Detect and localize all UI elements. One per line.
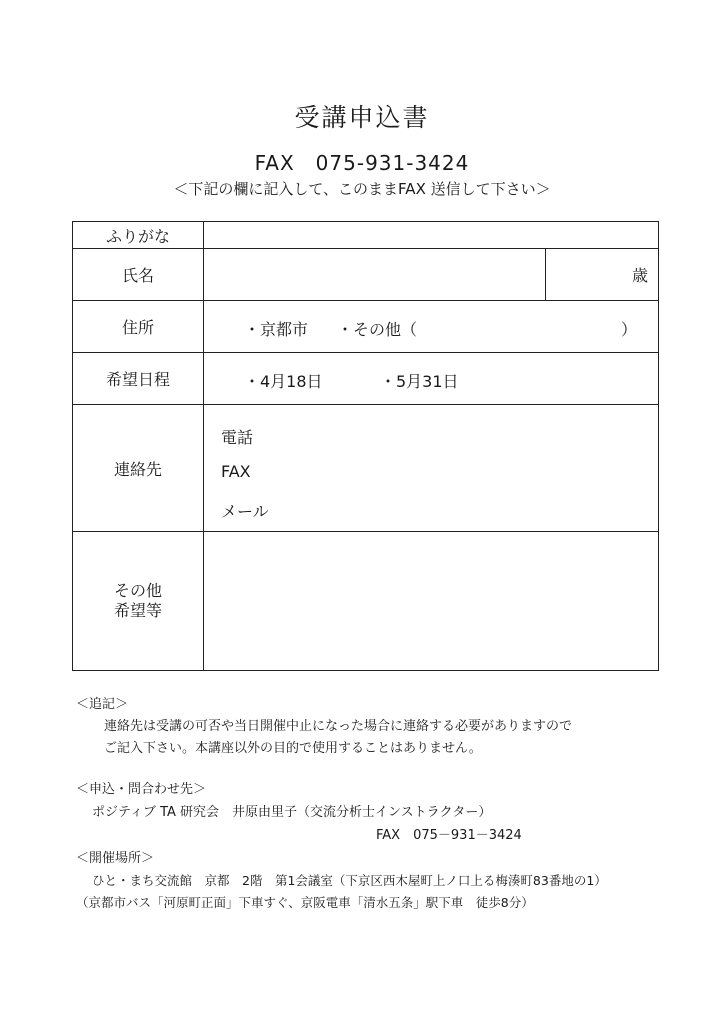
date-option-may31[interactable]: ・5月31日 [380, 372, 459, 391]
inquiry-fax: FAX 075－931－3424 [376, 828, 522, 843]
contact-row [73, 405, 659, 532]
inquiry-organization: ポジティブ TA 研究会 井原由里子（交流分析士インストラクター） [92, 805, 492, 820]
address-option-other[interactable]: ・その他（ [337, 320, 418, 339]
name-field[interactable] [204, 249, 546, 301]
address-other-close: ） [621, 320, 638, 339]
address-field[interactable] [204, 301, 659, 353]
date-field[interactable] [204, 353, 659, 405]
date-label: 希望日程 [73, 353, 204, 405]
date-option-apr18[interactable]: ・4月18日 [244, 372, 323, 391]
inquiry-heading: ＜申込・問合わせ先＞ [76, 782, 207, 797]
age-field[interactable] [546, 249, 659, 301]
contact-fax-label: FAX [221, 462, 251, 481]
contact-phone-label: 電話 [221, 428, 254, 447]
venue-access: （京都市バス「河原町正面」下車すぐ、京阪電車「清水五条」駅下車 徒歩8分） [76, 895, 534, 910]
contact-field[interactable] [204, 405, 659, 532]
furigana-label: ふりがな [73, 222, 204, 249]
date-row [73, 353, 659, 405]
other-label-line2: 希望等 [113, 601, 162, 620]
instruction-text: ＜下記の欄に記入して、このままFAX 送信して下さい＞ [173, 180, 551, 198]
contact-mail-label: メール [221, 502, 269, 521]
other-label-line1: その他 [113, 581, 162, 600]
other-requests-field[interactable] [204, 532, 659, 671]
form-title: 受講申込書 [294, 103, 430, 132]
name-row [73, 249, 659, 301]
postscript-line-2: ご記入下さい。本講座以外の目的で使用することはありません。 [104, 741, 482, 756]
name-label: 氏名 [73, 249, 204, 301]
address-row [73, 301, 659, 353]
venue-heading: ＜開催場所＞ [76, 851, 155, 866]
address-option-kyoto[interactable]: ・京都市 [244, 320, 309, 339]
venue-address: ひと・まち交流館 京都 2階 第1会議室（下京区西木屋町上ノ口上る梅湊町83番地の1） [92, 873, 607, 888]
contact-label: 連絡先 [73, 405, 204, 532]
fax-number-header: FAX 075-931-3424 [254, 151, 470, 175]
furigana-field[interactable] [204, 222, 659, 249]
postscript-line-1: 連絡先は受講の可否や当日開催中止になった場合に連絡する必要がありますので [104, 719, 573, 734]
address-label: 住所 [73, 301, 204, 353]
other-label [73, 532, 204, 671]
postscript-heading: ＜追記＞ [76, 697, 129, 712]
other-row [73, 532, 659, 671]
furigana-row [73, 222, 659, 249]
age-unit: 歳 [631, 266, 648, 285]
application-form-table [72, 221, 659, 671]
